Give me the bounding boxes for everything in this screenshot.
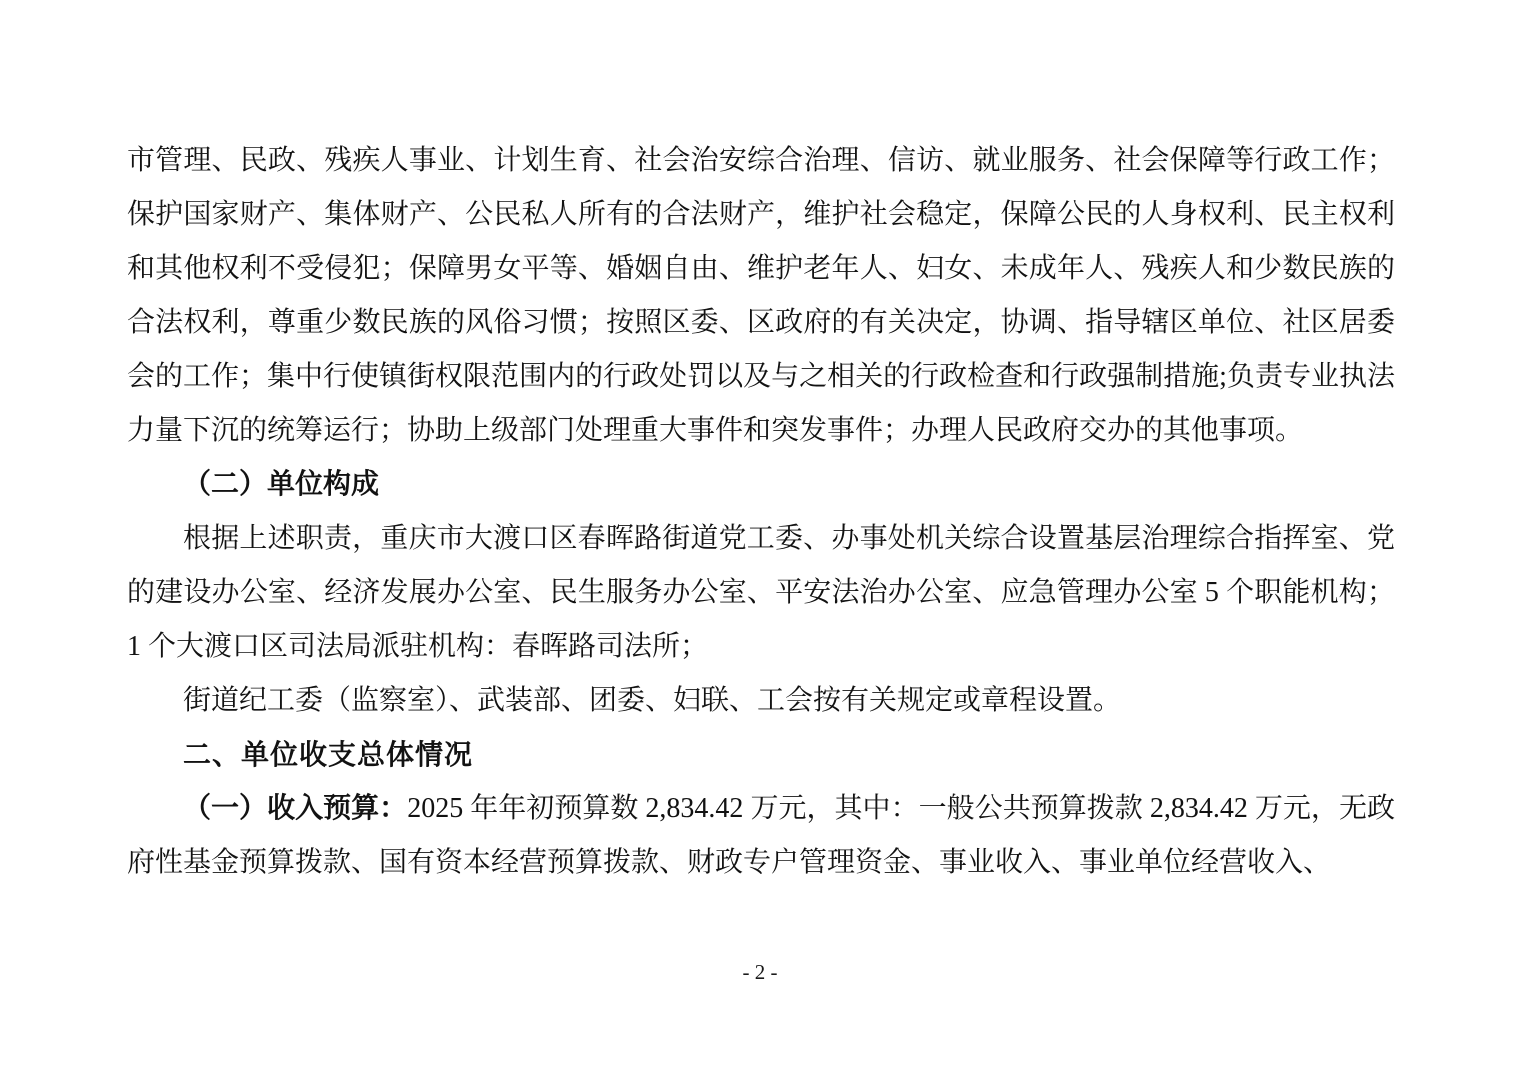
paragraph-income-budget [127,782,1395,890]
page-number-footer: - 2 - [742,960,778,984]
paragraph-unit-composition: 根据上述职责，重庆市大渡口区春晖路街道党工委、办事处机关综合设置基层治理综合指挥室、党的建设办公室、经济发展办公室、民生服务办公室、平安法治办公室、应急管理办公室 5 个职能机构；1 个大渡口区司法局派驻机构：春晖路司法所； [127,523,1395,662]
heading-income-expense-overview: 二、单位收支总体情况 [183,739,474,770]
income-budget-text: 2025 年年初预算数 2,834.42 万元，其中：一般公共预算拨款 2,834.42 万元，无政府性基金预算拨款、国有资本经营预算拨款、财政专户管理资金、事业收入、事业单位经营收入、 [127,793,1395,878]
document-body [127,134,1395,890]
heading-unit-composition: （二）单位构成 [183,469,380,500]
income-budget-lead: （一）收入预算： [183,793,408,824]
paragraph-duties-continuation: 市管理、民政、残疾人事业、计划生育、社会治安综合治理、信访、就业服务、社会保障等行政工作；保护国家财产、集体财产、公民私人所有的合法财产，维护社会稳定，保障公民的人身权利、民主权利和其他权利不受侵犯；保障男女平等、婚姻自由、维护老年人、妇女、未成年人、残疾人和少数民族的合法权利，尊重少数民族的风俗习惯；按照区委、区政府的有关决定，协调、指导辖区单位、社区居委会的工作；集中行使镇街权限范围内的行政处罚以及与之相关的行政检查和行政强制措施;负责专业执法力量下沉的统筹运行；协助上级部门处理重大事件和突发事件；办理人民政府交办的其他事项。 [127,145,1395,446]
paragraph-org-settings: 街道纪工委（监察室）、武装部、团委、妇联、工会按有关规定或章程设置。 [183,685,1122,716]
